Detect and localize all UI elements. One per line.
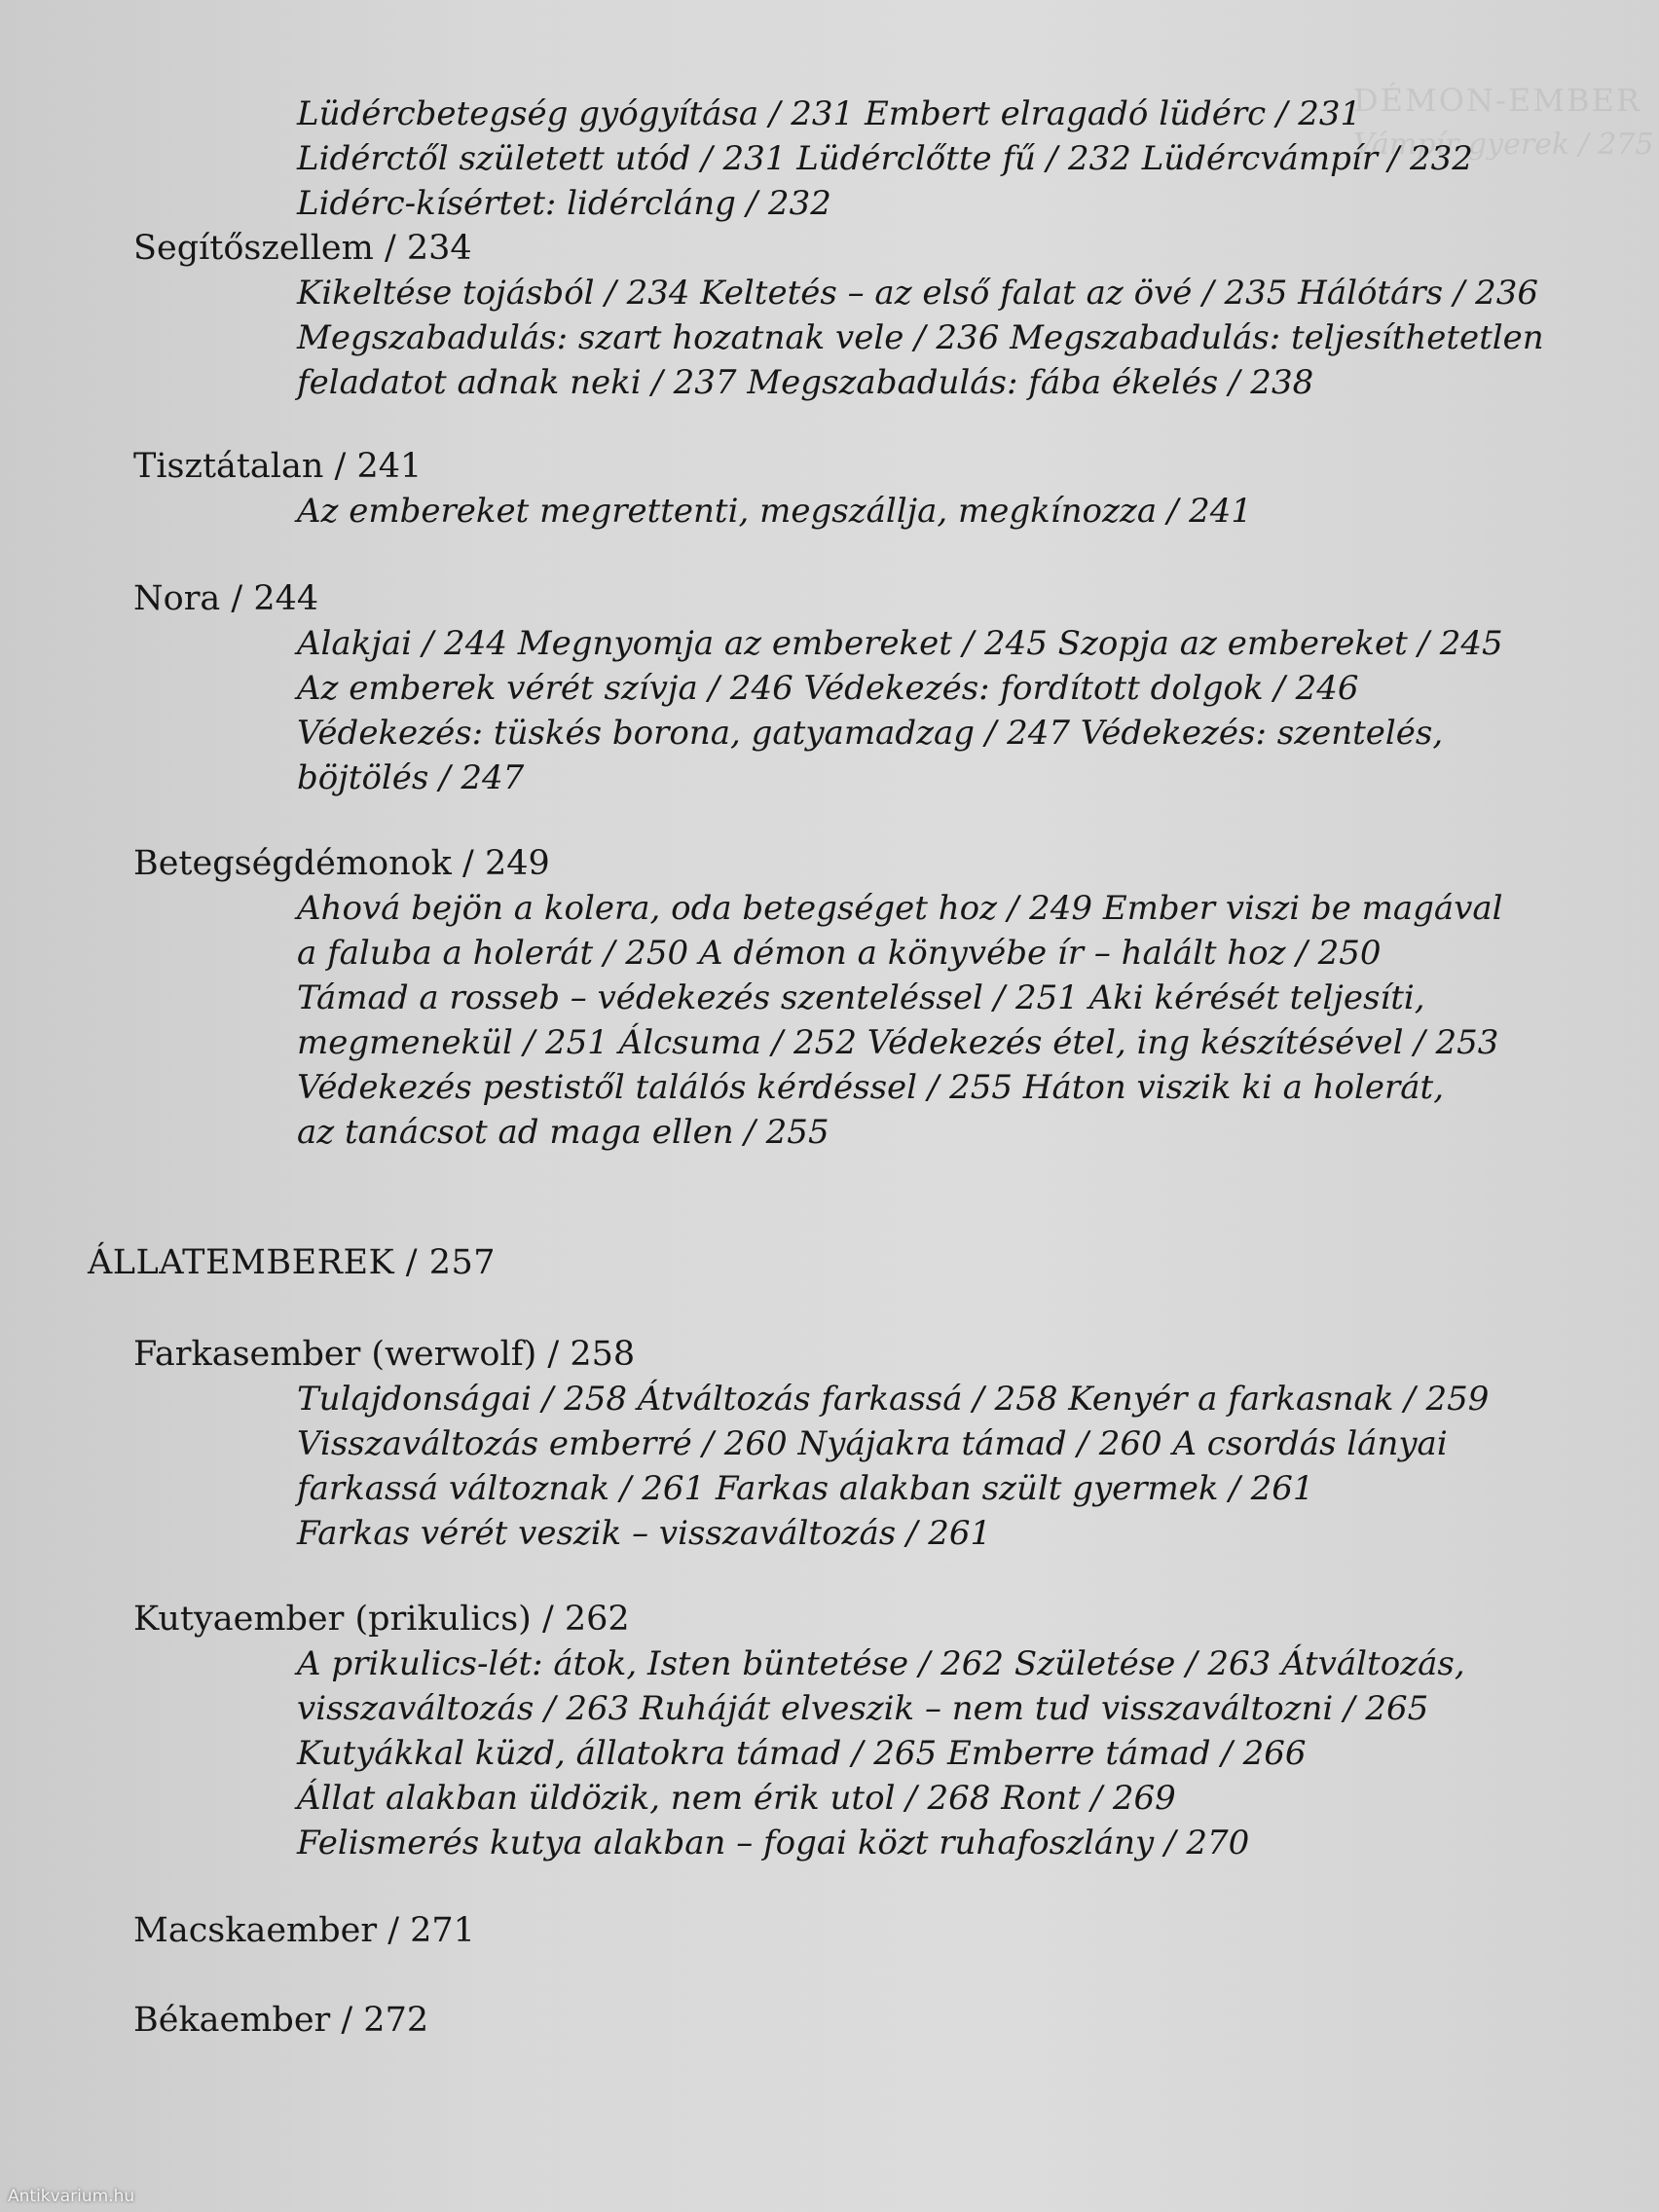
- toc-subentry: Tulajdonságai / 258 Átváltozás farkassá / 258 Kenyér a farkasnak / 259: [297, 1380, 1490, 1419]
- toc-entry-heading: Kutyaember (prikulics) / 262: [133, 1600, 630, 1639]
- toc-subentry: Visszaváltozás emberré / 260 Nyájakra támad / 260 A csordás lányai: [297, 1424, 1448, 1463]
- toc-subentry: Állat alakban üldözik, nem érik utol / 268 Ront / 269: [297, 1779, 1176, 1818]
- toc-subentry: Kutyákkal küzd, állatokra támad / 265 Emberre támad / 266: [297, 1734, 1307, 1773]
- toc-subentry: Alakjai / 244 Megnyomja az embereket / 245 Szopja az embereket / 245: [297, 624, 1503, 663]
- toc-subentry: feladatot adnak neki / 237 Megszabadulás: fába ékelés / 238: [297, 363, 1314, 402]
- watermark: Antikvarium.hu: [8, 2187, 135, 2206]
- toc-subentry: böjtölés / 247: [297, 758, 525, 797]
- toc-subentry: Védekezés: tüskés borona, gatyamadzag / 247 Védekezés: szentelés,: [297, 714, 1444, 753]
- toc-subentry: Lidérctől született utód / 231 Lüdérclőtte fű / 232 Lüdércvámpír / 232: [297, 139, 1473, 178]
- toc-subentry: Az emberek vérét szívja / 246 Védekezés: fordított dolgok / 246: [297, 669, 1359, 708]
- toc-entry-heading: Betegségdémonok / 249: [133, 844, 550, 883]
- toc-subentry: Kikeltése tojásból / 234 Keltetés – az első falat az övé / 235 Hálótárs / 236: [297, 274, 1539, 313]
- toc-entry-heading: Békaember / 272: [133, 2001, 429, 2040]
- toc-subentry: az tanácsot ad maga ellen / 255: [297, 1113, 830, 1152]
- toc-entry-heading: Segítőszellem / 234: [133, 229, 472, 268]
- toc-subentry: megmenekül / 251 Álcsuma / 252 Védekezés étel, ing készítésével / 253: [297, 1023, 1499, 1062]
- toc-subentry: Lüdércbetegség gyógyítása / 231 Embert elragadó lüdérc / 231: [297, 94, 1362, 133]
- toc-subentry: Védekezés pestistől találós kérdéssel / 255 Háton viszik ki a holerát,: [297, 1068, 1444, 1107]
- toc-entry-heading: Macskaember / 271: [133, 1911, 475, 1950]
- toc-subentry: Támad a rosseb – védekezés szenteléssel / 251 Aki kérését teljesíti,: [297, 978, 1425, 1017]
- toc-subentry: Felismerés kutya alakban – fogai közt ruhafoszlány / 270: [297, 1824, 1250, 1862]
- toc-subentry: Ahová bejön a kolera, oda betegséget hoz / 249 Ember viszi be magával: [297, 889, 1503, 928]
- toc-subentry: Az embereket megrettenti, megszállja, megkínozza / 241: [297, 492, 1253, 531]
- toc-subentry: Farkas vérét veszik – visszaváltozás / 261: [297, 1514, 992, 1553]
- toc-subentry: a faluba a holerát / 250 A démon a könyvébe ír – halált hoz / 250: [297, 934, 1382, 973]
- toc-subentry: Lidérc-kísértet: lidércláng / 232: [297, 184, 831, 223]
- toc-entry-heading: Farkasember (werwolf) / 258: [133, 1335, 636, 1374]
- toc-subentry: Megszabadulás: szart hozatnak vele / 236 Megszabadulás: teljesíthetetlen: [297, 318, 1544, 357]
- toc-subentry: A prikulics-lét: átok, Isten büntetése / 262 Születése / 263 Átváltozás,: [297, 1644, 1465, 1683]
- toc-section-heading: ÁLLATEMBEREK / 257: [88, 1243, 497, 1282]
- toc-subentry: visszaváltozás / 263 Ruháját elveszik – nem tud visszaváltozni / 265: [297, 1689, 1429, 1728]
- toc-subentry: farkassá változnak / 261 Farkas alakban szült gyermek / 261: [297, 1469, 1314, 1508]
- facing-page-heading: DÉMON-EMBER: [1353, 82, 1641, 119]
- toc-entry-heading: Tisztátalan / 241: [133, 447, 423, 486]
- toc-entry-heading: Nora / 244: [133, 579, 319, 618]
- facing-page-line: Vámpír gyerek / 275: [1353, 128, 1654, 162]
